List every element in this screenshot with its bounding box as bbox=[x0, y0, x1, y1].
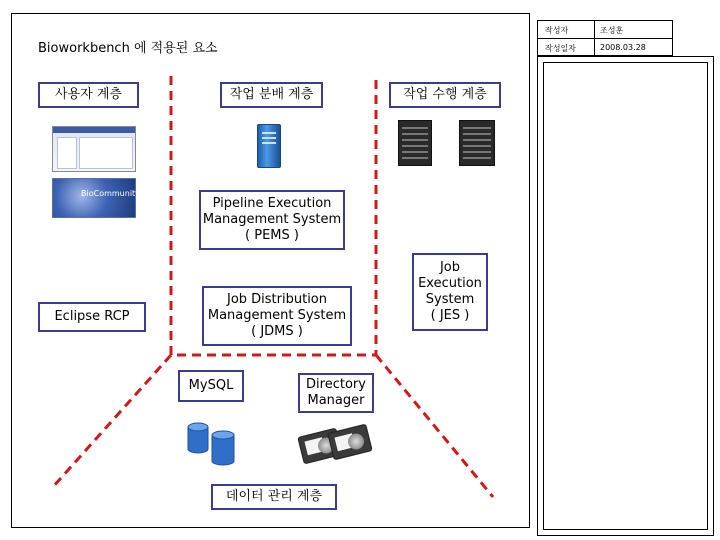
jdms-box bbox=[202, 286, 352, 346]
date-value: 2008.03.28 bbox=[600, 43, 646, 52]
pems-line-3: ( PEMS ) bbox=[245, 228, 299, 243]
pems-box bbox=[199, 190, 345, 250]
database-icon bbox=[186, 419, 238, 467]
mysql-box bbox=[178, 370, 244, 402]
mysql-text: MySQL bbox=[188, 378, 234, 393]
eclipse-rcp-box bbox=[38, 302, 146, 332]
server-icon bbox=[257, 124, 281, 168]
jes-box bbox=[412, 253, 488, 331]
date-label: 작성일자 bbox=[545, 44, 576, 53]
eclipse-rcp-text: Eclipse RCP bbox=[54, 309, 130, 324]
diagram-title: Bioworkbench 에 적용된 요소 bbox=[38, 41, 218, 56]
app-screenshot-image bbox=[52, 126, 136, 172]
execution-layer-label bbox=[389, 82, 501, 108]
data-layer-label bbox=[211, 484, 337, 510]
biocommunity-image: BioCommunity bbox=[52, 178, 136, 218]
data-layer-right-boundary bbox=[376, 355, 493, 497]
user-layer-text: 사용자 계층 bbox=[55, 87, 122, 102]
jes-line-3: System bbox=[425, 292, 475, 307]
data-layer-left-boundary bbox=[52, 355, 171, 488]
author-label: 작성자 bbox=[545, 26, 569, 35]
directory-manager-line-1: Directory bbox=[306, 377, 366, 392]
execution-layer-text: 작업 수행 계층 bbox=[403, 87, 487, 102]
jes-line-4: ( JES ) bbox=[430, 308, 470, 323]
author-value: 조성훈 bbox=[600, 26, 624, 35]
pems-line-2: Management System bbox=[202, 212, 342, 227]
jdms-line-3: ( JDMS ) bbox=[251, 324, 303, 339]
jes-line-2: Execution bbox=[418, 276, 482, 291]
jdms-line-1: Job Distribution bbox=[226, 292, 327, 307]
pems-line-1: Pipeline Execution bbox=[212, 196, 332, 211]
directory-manager-box bbox=[298, 373, 374, 413]
directory-manager-line-2: Manager bbox=[307, 393, 365, 408]
jdms-line-2: Management System bbox=[207, 308, 347, 323]
user-layer-label bbox=[38, 82, 139, 108]
rack-server-icon bbox=[459, 120, 495, 166]
data-layer-text: 데이터 관리 계층 bbox=[225, 489, 323, 504]
rack-server-icon bbox=[398, 120, 432, 166]
distribution-layer-text: 작업 분배 계층 bbox=[229, 87, 314, 102]
jes-line-1: Job bbox=[439, 260, 461, 275]
distribution-layer-label bbox=[220, 82, 323, 108]
